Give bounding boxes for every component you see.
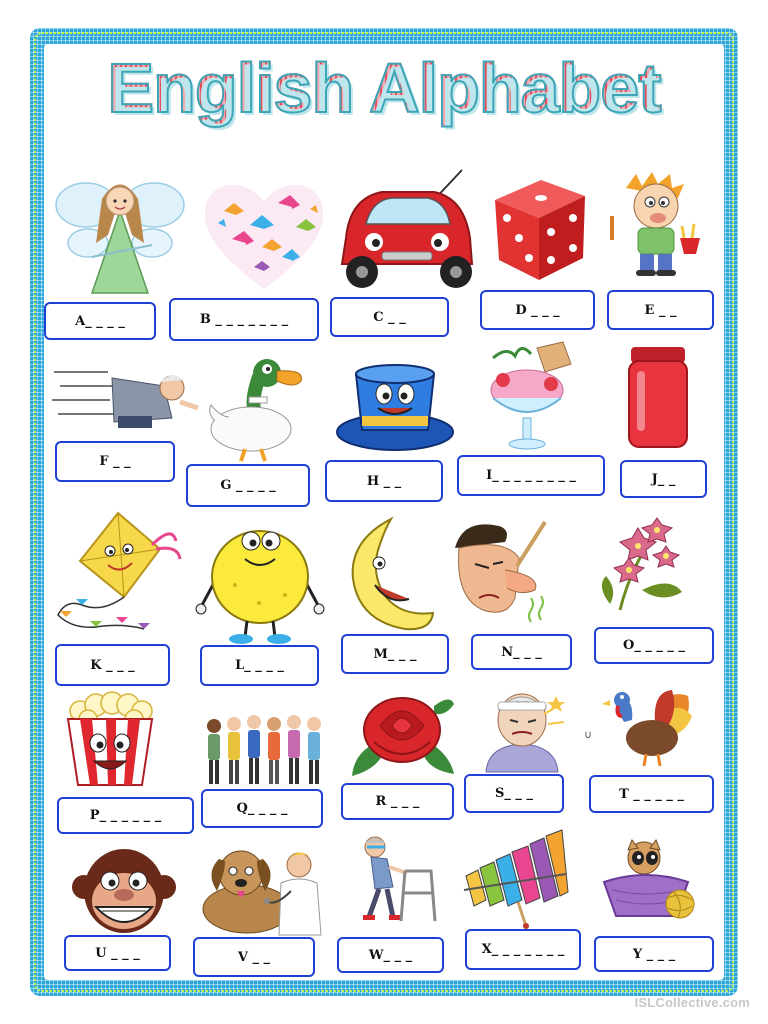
- walker-icon: [345, 833, 437, 927]
- answer-box-m[interactable]: [341, 634, 449, 674]
- answer-box-e[interactable]: [607, 290, 714, 330]
- jar-icon: [625, 345, 691, 449]
- vet-icon: [195, 843, 325, 939]
- answer-box-n[interactable]: [471, 634, 572, 670]
- answer-box-s[interactable]: [464, 774, 564, 813]
- hint-h: H _ _: [366, 473, 402, 489]
- hat-icon: [334, 358, 456, 453]
- answer-box-f[interactable]: [55, 441, 175, 482]
- hint-n: N_ _ _: [501, 644, 542, 660]
- goose-icon: [205, 355, 310, 465]
- hint-q: Q_ _ _ _: [236, 801, 288, 816]
- hint-s: S_ _ _: [495, 786, 533, 801]
- hint-f: F _ _: [99, 454, 131, 469]
- hint-w: W_ _ _: [368, 947, 413, 963]
- fast-man-icon: [52, 358, 200, 436]
- hint-o: O_ _ _ _ _: [623, 638, 685, 653]
- answer-box-x[interactable]: [465, 929, 581, 970]
- answer-box-o[interactable]: [594, 627, 714, 664]
- hint-y: Y _ _ _: [632, 946, 676, 962]
- turkey-icon: [600, 686, 694, 768]
- answer-box-d[interactable]: [480, 290, 595, 330]
- hint-m: M_ _ _: [373, 646, 417, 662]
- answer-box-i[interactable]: [457, 455, 605, 496]
- hint-k: K _ _ _: [90, 657, 135, 673]
- hint-r: R _ _ _: [375, 794, 420, 809]
- hint-l: L_ _ _ _: [235, 658, 284, 673]
- page-title: English Alphabet: [0, 52, 768, 126]
- ugly-monkey-icon: [72, 845, 176, 939]
- answer-box-p[interactable]: [57, 797, 194, 834]
- answer-box-q[interactable]: [201, 789, 323, 828]
- hint-d: D _ _ _: [515, 302, 560, 318]
- hint-i: I_ _ _ _ _ _ _ _: [486, 468, 576, 483]
- answer-box-j[interactable]: [620, 460, 707, 498]
- ice-cream-icon: [485, 338, 575, 452]
- answer-box-b[interactable]: [169, 298, 319, 341]
- hint-c: C _ _: [373, 309, 406, 325]
- stray-mark: ∪: [584, 728, 593, 741]
- watermark: ISLCollective.com: [634, 995, 750, 1010]
- moon-icon: [345, 515, 437, 633]
- hint-x: X_ _ _ _ _ _ _: [481, 942, 565, 957]
- sick-man-icon: [472, 684, 572, 776]
- nose-icon: [445, 518, 560, 623]
- answer-box-r[interactable]: [341, 783, 454, 820]
- answer-box-y[interactable]: [594, 936, 714, 972]
- answer-box-h[interactable]: [325, 460, 443, 502]
- car-icon: [332, 168, 482, 292]
- lemon-icon: [195, 515, 325, 645]
- fairy-icon: [52, 165, 188, 300]
- boy-eating-icon: [600, 166, 720, 280]
- hint-a: A_ _ _ _: [75, 313, 125, 329]
- answer-box-u[interactable]: [64, 935, 171, 971]
- xylophone-icon: [462, 830, 570, 928]
- hint-b: B _ _ _ _ _ _ _: [199, 312, 289, 327]
- hint-u: U _ _ _: [95, 945, 140, 961]
- yarn-icon: [598, 838, 698, 924]
- popcorn-icon: [62, 693, 158, 787]
- answer-box-k[interactable]: [55, 644, 170, 686]
- hint-p: P_ _ _ _ _ _: [89, 808, 162, 823]
- answer-box-l[interactable]: [200, 645, 319, 686]
- queue-icon: [200, 712, 328, 788]
- answer-box-t[interactable]: [589, 775, 714, 813]
- hint-t: T _ _ _ _ _: [619, 786, 684, 802]
- butterfly-heart-icon: [198, 175, 330, 293]
- answer-box-g[interactable]: [186, 464, 310, 507]
- hint-g: G _ _ _ _: [220, 478, 276, 493]
- hint-v: V _ _: [237, 949, 271, 965]
- orchid-icon: [590, 520, 690, 612]
- rose-icon: [350, 686, 456, 782]
- kite-icon: [52, 505, 184, 637]
- answer-box-v[interactable]: [193, 937, 315, 977]
- hint-j: J_ _: [651, 471, 676, 487]
- answer-box-w[interactable]: [337, 937, 444, 973]
- dice-icon: [485, 174, 595, 284]
- hint-e: E _ _: [644, 302, 677, 318]
- answer-box-a[interactable]: [44, 302, 156, 340]
- answer-box-c[interactable]: [330, 297, 449, 337]
